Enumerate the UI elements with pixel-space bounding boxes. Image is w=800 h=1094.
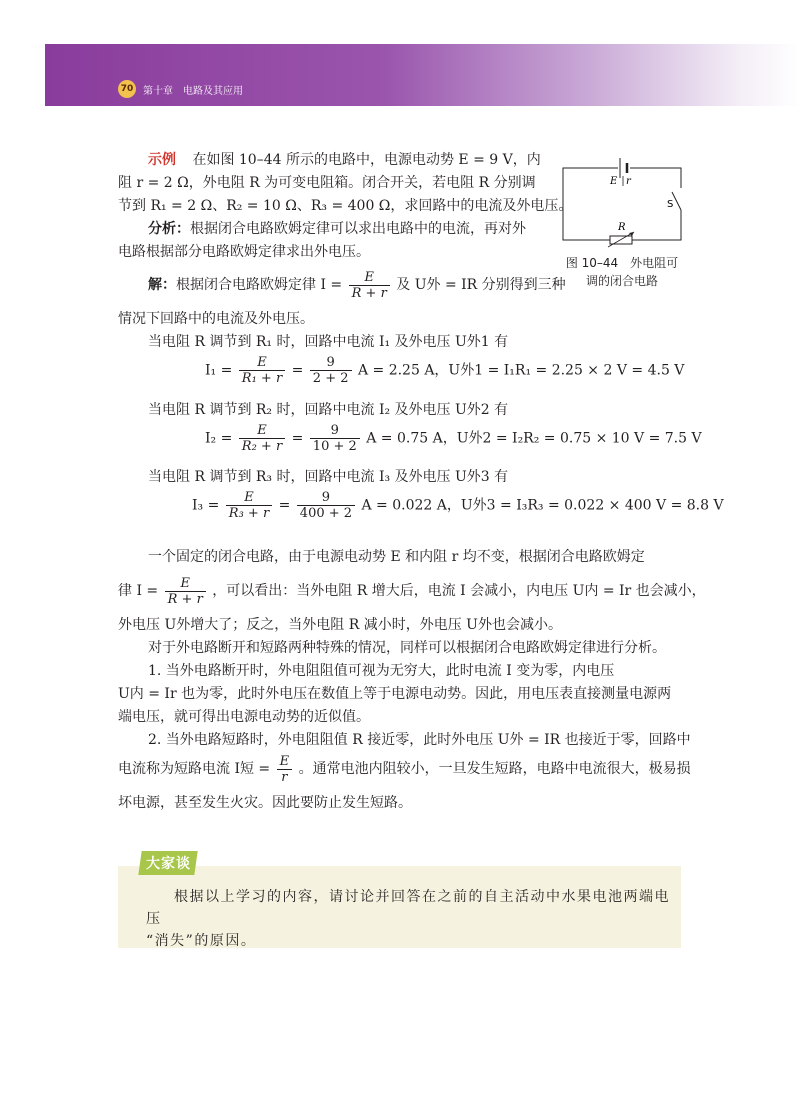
paragraph-4-line-2: 电流称为短路电流 I短 = $\frac{E}{r}$ 。通常电池内阻较小，一旦发生短路，电路中电流很大，极易损: [118, 753, 691, 785]
chapter-name: 电路及其应用: [183, 86, 243, 97]
case-3-text: 当电阻 R 调节到 R₃ 时，回路中电流 I₃ 及外电压 U外3 有: [148, 469, 509, 485]
solution-line-1: 解：根据闭合电路欧姆定律 I = $\frac{E}{R + r}$ 及 U外 = IR 分别得到三种: [148, 269, 566, 301]
solution-label: 解：: [148, 277, 176, 293]
paragraph-3-line-3: 端电压，就可得出电源电动势的近似值。: [118, 709, 370, 725]
variable-resistor: [610, 236, 632, 244]
discussion-tag-label: 大家谈: [146, 856, 191, 872]
figure-caption: 图 10–44 外电阻可 调的闭合电路: [565, 256, 679, 288]
example-line-3: 节到 R₁ = 2 Ω、R₂ = 10 Ω、R₃ = 400 Ω，求回路中的电流及外电压。: [118, 198, 573, 214]
page-number: 70: [118, 80, 136, 98]
analysis-label: 分析：: [148, 221, 190, 237]
paragraph-3-line-1: 1. 当外电路断开时，外电阻阻值可视为无穷大，此时电流 I 变为零，内电压: [148, 663, 615, 679]
label-emf: E: [610, 176, 618, 187]
example-label: 示例: [148, 152, 176, 168]
analysis-line-1: 分析：根据闭合电路欧姆定律可以求出电路中的电流，再对外: [148, 221, 526, 237]
paragraph-1-line-1: 一个固定的闭合电路，由于电源电动势 E 和内阻 r 均不变，根据闭合电路欧姆定: [148, 549, 645, 565]
paragraph-1-line-3: 外电压 U外增大了；反之，当外电阻 R 减小时，外电压 U外也会减小。: [118, 617, 562, 633]
example-line-1: 示例 在如图 10–44 所示的电路中，电源电动势 E = 9 V，内: [148, 152, 541, 168]
case-2-text: 当电阻 R 调节到 R₂ 时，回路中电流 I₂ 及外电压 U外2 有: [148, 402, 509, 418]
equation-3: I₃ = $\frac{E}{\text{R₃ + r}}$ = $\frac{9}{400 + 2}$ A = 0.022 A，U外3 = I₃R₃ = 0.022 × 400 V = 8.8 V: [192, 490, 724, 521]
equation-2: I₂ = $\frac{E}{\text{R₂ + r}}$ = $\frac{9}{10 + 2}$ A = 0.75 A，U外2 = I₂R₂ = 0.75 × 10 V = 7.5 V: [205, 423, 702, 454]
ohm-law-fraction: $\frac{E}{R + r}$: [349, 270, 390, 301]
chapter-title: [143, 82, 243, 97]
paragraph-3-line-2: U内 = Ir 也为零，此时外电压在数值上等于电源电动势。因此，用电压表直接测量电源两: [118, 686, 672, 702]
paragraph-4-line-3: 坏电源，甚至发生火灾。因此要防止发生短路。: [118, 795, 412, 811]
solution-line-2: 情况下回路中的电流及外电压。: [118, 311, 314, 327]
paragraph-2: 对于外电路断开和短路两种特殊的情况，同样可以根据闭合电路欧姆定律进行分析。: [148, 640, 666, 656]
label-switch: S: [667, 199, 674, 210]
discussion-text: 根据以上学习的内容，请讨论并回答在之前的自主活动中水果电池两端电压 “消失”的原因。: [146, 889, 670, 949]
label-internal-r: r: [626, 176, 631, 187]
label-resistor: R: [618, 222, 626, 233]
case-1-text: 当电阻 R 调节到 R₁ 时，回路中电流 I₁ 及外电压 U外1 有: [148, 334, 509, 350]
chapter-number: 第十章: [143, 86, 173, 97]
example-line-2: 阻 r = 2 Ω，外电阻 R 为可变电阻箱。闭合开关，若电阻 R 分别调: [118, 175, 536, 191]
circuit-diagram: [558, 150, 688, 250]
paragraph-4-line-1: 2. 当外电路短路时，外电阻阻值 R 接近零，此时外电压 U外 = IR 也接近于零，回路中: [148, 732, 691, 748]
analysis-line-2: 电路根据部分电路欧姆定律求出外电压。: [118, 244, 370, 260]
paragraph-1-line-2: 律 I = $\frac{E}{R + r}$ ，可以看出：当外电阻 R 增大后，电流 I 会减小，内电压 U内 = Ir 也会减小，: [118, 575, 706, 607]
equation-1: I₁ = $\frac{E}{\text{R₁ + r}}$ = $\frac{9}{2 + 2}$ A = 2.25 A，U外1 = I₁R₁ = 2.25 × 2 V = 4.5 V: [205, 355, 685, 386]
